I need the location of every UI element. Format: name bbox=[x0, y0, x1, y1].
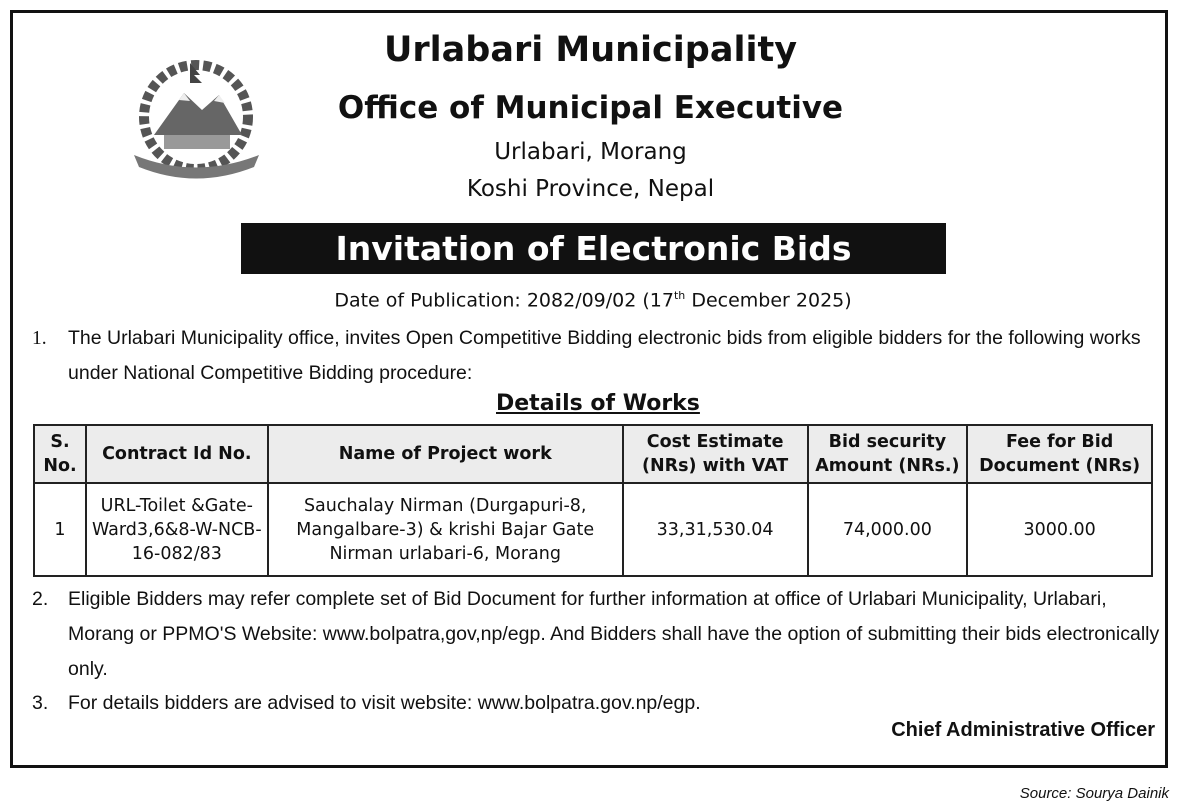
col-bid-fee: Fee for Bid Document (NRs) bbox=[967, 425, 1152, 483]
paragraph-text: Eligible Bidders may refer complete set of Bid Document for further information at office of Urlabari Municipality, Urlabari, Morang or PPMO'S Website: www.bolpatra,gov,np/egp. And Bidders shall have the option of submitting their bids electronically only. bbox=[68, 588, 1160, 680]
municipality-name: Urlabari Municipality bbox=[383, 30, 798, 70]
paragraph-text: The Urlabari Municipality office, invites Open Competitive Bidding electronic bids from eligible bidders for the following works under National Competitive Bidding procedure: bbox=[68, 327, 1141, 384]
paragraph-2 bbox=[32, 582, 1162, 687]
cell-cost-estimate: 33,31,530.04 bbox=[623, 483, 808, 576]
cell-bid-fee: 3000.00 bbox=[967, 483, 1152, 576]
paragraph-number: 2. bbox=[32, 588, 49, 610]
paragraph-text: For details bidders are advised to visit website: www.bolpatra.gov.np/egp. bbox=[68, 692, 701, 714]
office-name: Office of Municipal Executive bbox=[337, 90, 844, 126]
col-sno: S. No. bbox=[34, 425, 86, 483]
table-header-row bbox=[34, 425, 1152, 483]
signature: Chief Administrative Officer bbox=[891, 719, 1155, 741]
paragraph-number: 3. bbox=[32, 692, 49, 714]
cell-bid-security: 74,000.00 bbox=[808, 483, 968, 576]
works-table bbox=[33, 424, 1153, 577]
col-bid-security: Bid security Amount (NRs.) bbox=[808, 425, 968, 483]
paragraph-number: 1. bbox=[32, 328, 47, 349]
paragraph-3 bbox=[32, 686, 1162, 721]
notice-title: Invitation of Electronic Bids bbox=[241, 223, 946, 274]
location-line1: Urlabari, Morang bbox=[494, 139, 687, 165]
paragraph-1 bbox=[32, 321, 1157, 391]
col-project-name: Name of Project work bbox=[268, 425, 623, 483]
col-contract-id: Contract Id No. bbox=[86, 425, 268, 483]
cell-sno: 1 bbox=[34, 483, 86, 576]
col-cost-estimate: Cost Estimate (NRs) with VAT bbox=[623, 425, 808, 483]
publication-date: Date of Publication: 2082/09/02 (17th December 2025) bbox=[334, 289, 852, 312]
location-line2: Koshi Province, Nepal bbox=[466, 176, 715, 202]
cell-project-name: Sauchalay Nirman (Durgapuri-8, Mangalbare-3) & krishi Bajar Gate Nirman urlabari-6, Morang bbox=[268, 483, 623, 576]
table-row bbox=[34, 483, 1152, 576]
source-credit: Source: Sourya Dainik bbox=[1019, 785, 1169, 802]
works-title: Details of Works bbox=[496, 391, 700, 416]
cell-contract-id: URL-Toilet &Gate-Ward3,6&8-W-NCB-16-082/83 bbox=[86, 483, 268, 576]
